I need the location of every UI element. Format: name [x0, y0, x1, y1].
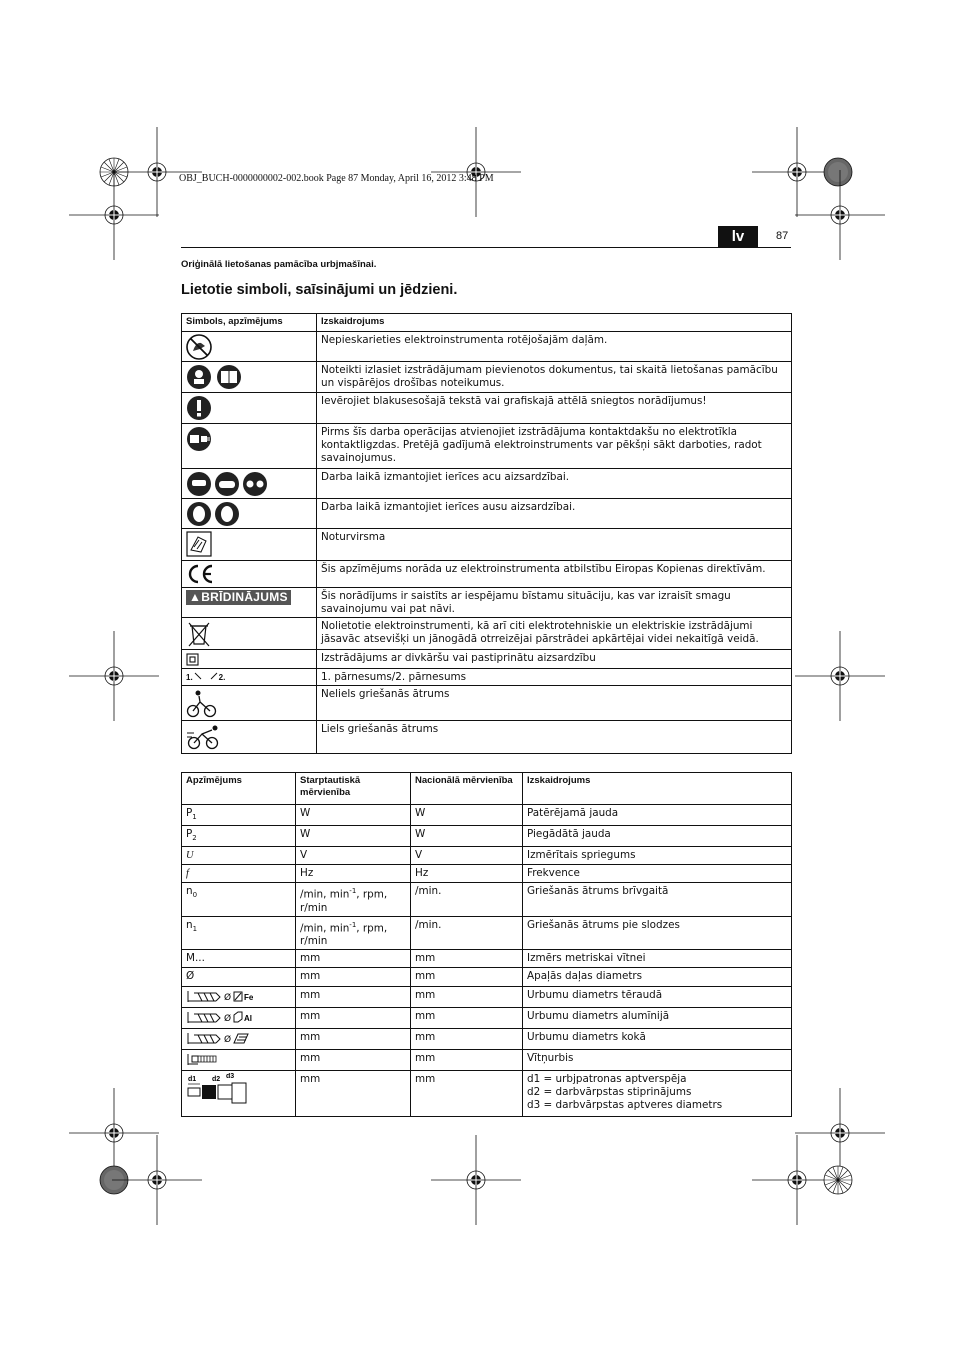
symbol-cell: $P_2$ — [182, 826, 296, 847]
table-row — [182, 561, 792, 588]
intl-unit: mm — [296, 1029, 411, 1050]
description: Urbumu diametrs tēraudā — [523, 987, 792, 1008]
row-text: Noteikti izlasiet izstrādājumam pievienotos dokumentus, tai skaitā lietošanas pamācību un vispārējos drošības noteikumus. — [317, 362, 792, 393]
svg-text:Ø: Ø — [224, 993, 232, 1004]
national-unit: mm — [411, 1008, 523, 1029]
description: Griešanās ātrums pie slodzes — [523, 916, 792, 949]
svg-text:Fe: Fe — [244, 993, 254, 1003]
fast-cyclist-icon — [186, 723, 220, 751]
description: Apaļās daļas diametrs — [523, 968, 792, 987]
read-manual-icon — [186, 364, 244, 390]
table-row — [182, 847, 792, 865]
row-text: Liels griešanās ātrums — [317, 721, 792, 754]
table-row — [182, 950, 792, 968]
symbol-cell: f — [182, 865, 296, 883]
chuck-dimensions-icon — [186, 1073, 250, 1107]
intl-unit: W — [296, 826, 411, 847]
intl-unit: Hz — [296, 865, 411, 883]
row-text: Neliels griešanās ātrums — [317, 686, 792, 721]
national-unit: W — [411, 826, 523, 847]
table-row — [182, 1050, 792, 1071]
table-row — [182, 650, 792, 669]
column-header: Starptautiskā mērvienība — [296, 773, 411, 805]
svg-text:d3: d3 — [226, 1073, 235, 1081]
intl-unit: mm — [296, 1008, 411, 1029]
table-row — [182, 968, 792, 987]
ce-mark-icon — [186, 563, 216, 585]
table-row — [182, 987, 792, 1008]
page-title: Lietotie simboli, saīsinājumi un jēdzieni. — [181, 282, 458, 298]
row-text: Noturvirsma — [317, 529, 792, 561]
column-header: Nacionālā mērvienība — [411, 773, 523, 805]
table-row — [182, 618, 792, 650]
intl-unit: /min, $\min^{-1}$, rpm, r/min — [296, 916, 411, 949]
table-row — [182, 826, 792, 847]
svg-text:d1: d1 — [188, 1076, 197, 1084]
row-text: Pirms šīs darba operācijas atvienojiet izstrādājuma kontaktdakšu no elektrotīkla kontaktligzdas. Pretējā gadījumā elektroinstruments var pēkšņi sākt darboties, radot savainojumus. — [317, 424, 792, 469]
table-row — [182, 1071, 792, 1117]
warning-label: ▲BRĪDINĀJUMS — [186, 590, 291, 605]
header-rule — [181, 247, 791, 248]
description: Patērējamā jauda — [523, 805, 792, 826]
table-row — [182, 529, 792, 561]
table-row — [182, 469, 792, 499]
national-unit: mm — [411, 1050, 523, 1071]
slow-cyclist-icon — [186, 688, 218, 718]
row-text: Šis apzīmējums norāda uz elektroinstrumenta atbilstību Eiropas Kopienas direktīvām. — [317, 561, 792, 588]
symbol-cell — [182, 1029, 296, 1050]
table-row — [182, 669, 792, 686]
gear-switch-icon — [193, 671, 219, 681]
table-row — [182, 424, 792, 469]
row-text: 1. pārnesums/2. pārnesums — [317, 669, 792, 686]
table-row — [182, 721, 792, 754]
row-text: Ievērojiet blakusesošajā tekstā vai grafiskajā attēlā sniegtos norādījumus! — [317, 393, 792, 424]
subtitle: Oriģinālā lietošanas pamācība urbjmašīnai. — [181, 259, 377, 270]
ear-protection-icon — [186, 501, 242, 527]
column-header: Izskaidrojums — [523, 773, 792, 805]
table-row — [182, 1029, 792, 1050]
row-text: Nolietotie elektroinstrumenti, kā arī citi elektrotehniskie un elektriskie izstrādājumi jāsavāc atsevišķi un jānogādā otrreizējai pārstrādei apkārtējai videi nekaitīgā veidā. — [317, 618, 792, 650]
symbol-cell — [182, 1071, 296, 1117]
row-text: Nepieskarieties elektroinstrumenta rotējošajām daļām. — [317, 332, 792, 362]
svg-text:Al: Al — [244, 1014, 252, 1024]
attention-icon — [186, 395, 212, 421]
column-header: Izskaidrojums — [317, 314, 792, 332]
description: d1 = urbjpatronas aptverspēja d2 = darbvārpstas stiprinājums d3 = darbvārpstas aptveres diametrs — [523, 1071, 792, 1117]
table-row — [182, 916, 792, 949]
description: Frekvence — [523, 865, 792, 883]
eye-protection-icon — [186, 471, 268, 497]
intl-unit: /min, $\min^{-1}$, rpm, r/min — [296, 883, 411, 916]
symbol-cell: $P_1$ — [182, 805, 296, 826]
gear-label-1: 1. — [186, 673, 193, 682]
symbol-cell: U — [182, 847, 296, 865]
tap-icon — [186, 1052, 220, 1066]
table-row — [182, 499, 792, 529]
table-row — [182, 588, 792, 618]
symbol-cell — [182, 987, 296, 1008]
double-insulation-icon — [186, 652, 200, 666]
svg-text:Ø: Ø — [224, 1035, 232, 1046]
column-header: Apzīmējums — [182, 773, 296, 805]
table-row — [182, 883, 792, 916]
warning-triangle-icon: ▲ — [189, 590, 202, 604]
drill-steel-icon — [186, 989, 254, 1003]
column-header: Simbols, apzīmējums — [182, 314, 317, 332]
description: Vītņurbis — [523, 1050, 792, 1071]
row-text: Šis norādījums ir saistīts ar iespējamu bīstamu situāciju, kas var izraisīt smagu savainojumu vai pat nāvi. — [317, 588, 792, 618]
svg-text:d2: d2 — [212, 1076, 221, 1084]
national-unit: W — [411, 805, 523, 826]
svg-text:Ø: Ø — [224, 1014, 232, 1025]
row-text: Darba laikā izmantojiet ierīces acu aizsardzībai. — [317, 469, 792, 499]
intl-unit: W — [296, 805, 411, 826]
intl-unit: mm — [296, 1050, 411, 1071]
drill-aluminium-icon — [186, 1010, 254, 1024]
table-row — [182, 865, 792, 883]
description: Griešanās ātrums brīvgaitā — [523, 883, 792, 916]
national-unit: Hz — [411, 865, 523, 883]
language-badge: lv — [718, 226, 758, 247]
symbol-cell: $n_0$ — [182, 883, 296, 916]
national-unit: /min. — [411, 916, 523, 949]
gear-label-2: 2. — [218, 673, 226, 682]
book-header: OBJ_BUCH-0000000002-002.book Page 87 Monday, April 16, 2012 3:48 PM — [179, 173, 494, 184]
national-unit: mm — [411, 950, 523, 968]
unplug-icon — [186, 426, 212, 452]
symbol-cell — [182, 1050, 296, 1071]
table-row — [182, 332, 792, 362]
symbol-cell: $n_1$ — [182, 916, 296, 949]
national-unit: mm — [411, 1071, 523, 1117]
national-unit: mm — [411, 968, 523, 987]
description: Izmērs metriskai vītnei — [523, 950, 792, 968]
symbols-table — [181, 313, 792, 754]
national-unit: mm — [411, 987, 523, 1008]
weee-disposal-icon — [186, 620, 212, 648]
units-table — [181, 772, 792, 1117]
national-unit: V — [411, 847, 523, 865]
table-row — [182, 805, 792, 826]
page-number: 87 — [776, 230, 789, 242]
symbol-cell: Ø — [182, 968, 296, 987]
national-unit: mm — [411, 1029, 523, 1050]
table-row — [182, 393, 792, 424]
description: Piegādātā jauda — [523, 826, 792, 847]
symbol-cell: M... — [182, 950, 296, 968]
row-text: Darba laikā izmantojiet ierīces ausu aizsardzībai. — [317, 499, 792, 529]
grip-surface-icon — [186, 531, 212, 557]
intl-unit: mm — [296, 1071, 411, 1117]
intl-unit: mm — [296, 968, 411, 987]
no-touch-rotating-icon — [186, 334, 212, 360]
description: Urbumu diametrs alumīnijā — [523, 1008, 792, 1029]
description: Urbumu diametrs kokā — [523, 1029, 792, 1050]
table-row — [182, 1008, 792, 1029]
row-text: Izstrādājums ar divkāršu vai pastiprinātu aizsardzību — [317, 650, 792, 669]
intl-unit: mm — [296, 987, 411, 1008]
symbol-cell — [182, 1008, 296, 1029]
intl-unit: V — [296, 847, 411, 865]
drill-wood-icon — [186, 1031, 254, 1045]
intl-unit: mm — [296, 950, 411, 968]
table-row — [182, 362, 792, 393]
table-row — [182, 686, 792, 721]
description: Izmērītais spriegums — [523, 847, 792, 865]
national-unit: /min. — [411, 883, 523, 916]
